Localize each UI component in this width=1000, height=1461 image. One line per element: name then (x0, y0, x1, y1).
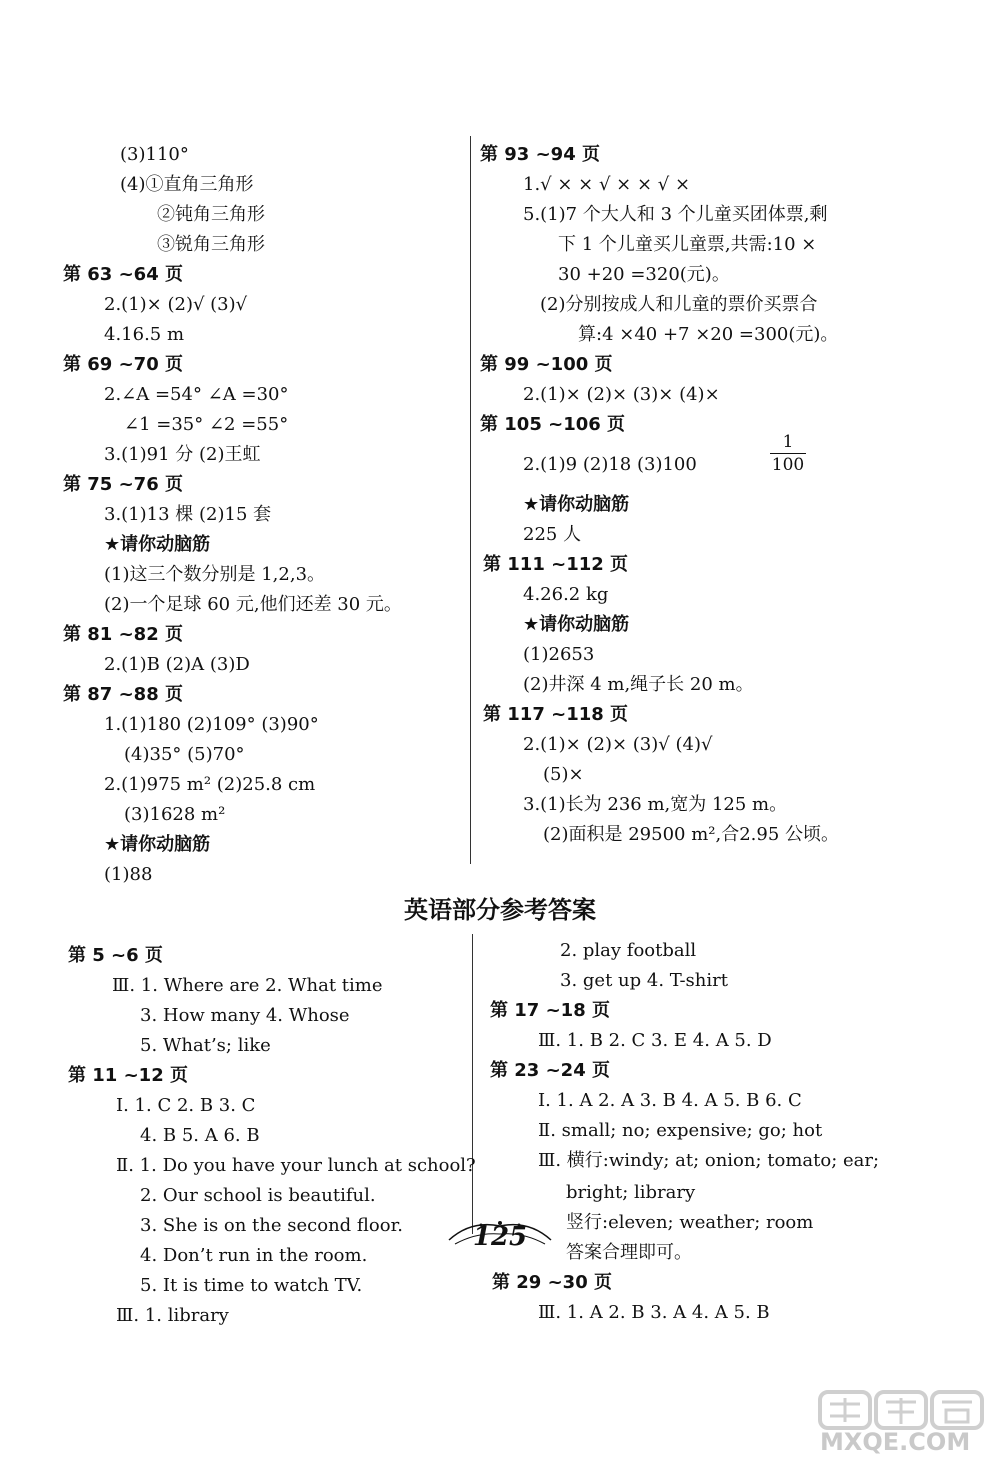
math-right-answer-line: 2.(1)9 (2)18 (3)100 (523, 454, 697, 475)
fraction-denominator: 100 (771, 455, 805, 475)
english-left-heading: 第 11 ~12 页 (68, 1065, 188, 1086)
english-left-answer-line: 3. How many 4. Whose (140, 1005, 350, 1026)
math-right-answer-line: 2.(1)× (2)× (3)√ (4)√ (523, 734, 713, 755)
math-left-heading: 第 81 ~82 页 (63, 624, 183, 645)
english-left-answer-line: Ⅰ. 1. C 2. B 3. C (116, 1095, 256, 1116)
math-right-answer-line: 4.26.2 kg (523, 584, 609, 605)
math-right-heading: ★请你动脑筋 (523, 614, 630, 635)
math-right-heading: 第 99 ~100 页 (480, 354, 613, 375)
math-left-heading: 第 63 ~64 页 (63, 264, 183, 285)
watermark-text: MXQE.COM (820, 1428, 971, 1456)
math-right-answer-line: 3.(1)长为 236 m,宽为 125 m。 (523, 794, 788, 815)
math-right-answer-line: 1.√ × × √ × × √ × (523, 174, 691, 195)
english-right-heading: 第 17 ~18 页 (490, 1000, 610, 1021)
english-left-answer-line: Ⅲ. 1. library (116, 1305, 229, 1326)
math-right-answer-line: (2)井深 4 m,绳子长 20 m。 (523, 674, 754, 695)
english-left-answer-line: 3. She is on the second floor. (140, 1215, 403, 1236)
english-section-title: 英语部分参考答案 (404, 896, 596, 924)
english-right-answer-line: 2. play football (560, 940, 697, 961)
english-right-answer-line: Ⅲ. 1. B 2. C 3. E 4. A 5. D (538, 1030, 772, 1051)
math-left-answer-line: ③锐角三角形 (157, 234, 265, 255)
math-left-answer-line: 3.(1)91 分 (2)王虹 (104, 444, 261, 465)
english-left-answer-line: 5. It is time to watch TV. (140, 1275, 363, 1296)
math-left-answer-line: 3.(1)13 棵 (2)15 套 (104, 504, 272, 525)
english-left-heading: 第 5 ~6 页 (68, 945, 163, 966)
math-right-answer-line: (5)× (543, 764, 584, 785)
english-right-answer-line: 答案合理即可。 (566, 1242, 692, 1263)
column-divider-english (472, 934, 473, 1234)
fraction-one-hundredth (770, 432, 806, 475)
english-right-answer-line: Ⅲ. 横行:windy; at; onion; tomato; ear; (538, 1150, 880, 1171)
english-left-answer-line: 2. Our school is beautiful. (140, 1185, 376, 1206)
column-divider-math (470, 136, 471, 864)
math-right-answer-line: 225 人 (523, 524, 582, 545)
english-right-heading: 第 29 ~30 页 (492, 1272, 612, 1293)
math-right-heading: ★请你动脑筋 (523, 494, 630, 515)
math-right-answer-line: 算:4 ×40 +7 ×20 =300(元)。 (578, 324, 839, 345)
math-left-answer-line: (1)这三个数分别是 1,2,3。 (104, 564, 326, 585)
fraction-bar (770, 453, 806, 454)
math-left-answer-line: 2.(1)B (2)A (3)D (104, 654, 250, 675)
math-right-answer-line: 30 +20 =320(元)。 (558, 264, 730, 285)
math-left-answer-line: 4.16.5 m (104, 324, 185, 345)
math-left-answer-line: (4)①直角三角形 (120, 174, 254, 195)
math-left-heading: 第 69 ~70 页 (63, 354, 183, 375)
math-left-answer-line: 1.(1)180 (2)109° (3)90° (104, 714, 319, 735)
english-left-answer-line: 4. B 5. A 6. B (140, 1125, 260, 1146)
fraction-numerator: 1 (782, 432, 794, 452)
math-left-answer-line: ②钝角三角形 (157, 204, 265, 225)
math-right-answer-line: (2)面积是 29500 m²,合2.95 公顷。 (543, 824, 840, 845)
english-right-answer-line: Ⅲ. 1. A 2. B 3. A 4. A 5. B (538, 1302, 770, 1323)
math-right-answer-line: 2.(1)× (2)× (3)× (4)× (523, 384, 720, 405)
english-right-answer-line: Ⅱ. small; no; expensive; go; hot (538, 1120, 823, 1141)
math-right-heading: 第 93 ~94 页 (480, 144, 600, 165)
math-right-heading: 第 117 ~118 页 (483, 704, 629, 725)
english-right-answer-line: Ⅰ. 1. A 2. A 3. B 4. A 5. B 6. C (538, 1090, 802, 1111)
math-left-answer-line: (3)1628 m² (124, 804, 226, 825)
watermark-seal-icon (818, 1388, 988, 1432)
math-left-heading: 第 87 ~88 页 (63, 684, 183, 705)
math-right-heading: 第 111 ~112 页 (483, 554, 629, 575)
english-left-answer-line: Ⅲ. 1. Where are 2. What time (112, 975, 383, 996)
math-left-answer-line: (4)35° (5)70° (124, 744, 245, 765)
math-left-heading: ★请你动脑筋 (104, 534, 211, 555)
math-right-answer-line: (1)2653 (523, 644, 595, 665)
math-right-answer-line: 下 1 个儿童买儿童票,共需:10 × (558, 234, 817, 255)
english-left-answer-line: 4. Don’t run in the room. (140, 1245, 368, 1266)
math-left-heading: 第 75 ~76 页 (63, 474, 183, 495)
english-right-answer-line: 竖行:eleven; weather; room (566, 1212, 814, 1233)
english-left-answer-line: Ⅱ. 1. Do you have your lunch at school? (116, 1155, 476, 1176)
english-left-answer-line: 5. What’s; like (140, 1035, 271, 1056)
watermark-logo (818, 1388, 998, 1458)
english-right-answer-line: bright; library (566, 1182, 696, 1203)
math-left-answer-line: ∠1 =35° ∠2 =55° (124, 414, 289, 435)
english-right-heading: 第 23 ~24 页 (490, 1060, 610, 1081)
page-number-badge (441, 1218, 559, 1258)
math-left-answer-line: (2)一个足球 60 元,他们还差 30 元。 (104, 594, 402, 615)
math-left-heading: ★请你动脑筋 (104, 834, 211, 855)
math-left-answer-line: 2.(1)975 m² (2)25.8 cm (104, 774, 316, 795)
math-right-heading: 第 105 ~106 页 (480, 414, 626, 435)
page-number: 125 (472, 1222, 528, 1252)
english-right-answer-line: 3. get up 4. T-shirt (560, 970, 728, 991)
math-right-answer-line: 5.(1)7 个大人和 3 个儿童买团体票,剩 (523, 204, 828, 225)
math-right-answer-line: (2)分别按成人和儿童的票价买票合 (540, 294, 818, 315)
math-left-answer-line: (3)110° (120, 144, 189, 165)
math-left-answer-line: (1)88 (104, 864, 153, 885)
math-left-answer-line: 2.∠A =54° ∠A =30° (104, 384, 289, 405)
math-left-answer-line: 2.(1)× (2)√ (3)√ (104, 294, 248, 315)
